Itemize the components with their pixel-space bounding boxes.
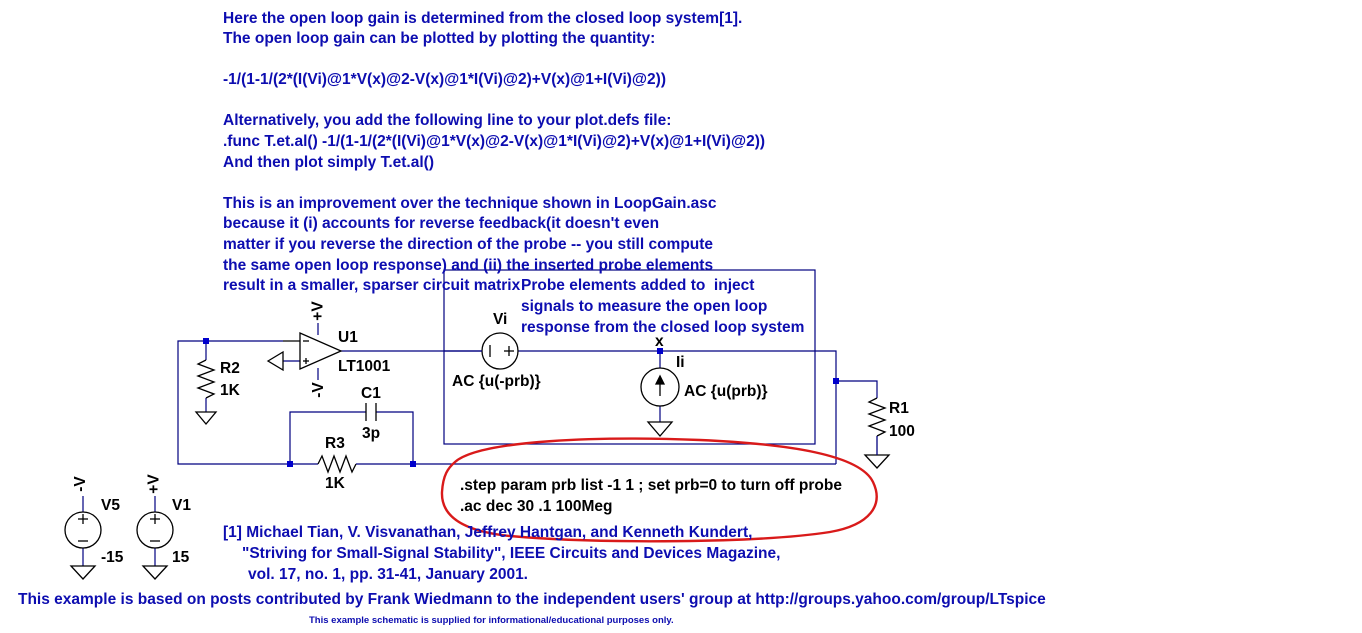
label-r2-name: R2 [220, 360, 240, 377]
label-r3-value: 1K [325, 475, 345, 492]
directive-ac: .ac dec 30 .1 100Meg [460, 498, 613, 515]
label-r1-name: R1 [889, 400, 909, 417]
label-ii-value: AC {u(prb)} [684, 383, 768, 400]
note-improvement-5: result in a smaller, sparser circuit matrix [223, 277, 521, 294]
label-c1-name: C1 [361, 385, 381, 402]
label-v1-value: 15 [172, 549, 190, 566]
resistor-r1-symbol [869, 398, 885, 436]
label-ii-name: Ii [676, 354, 685, 371]
label-v1-name: V1 [172, 497, 191, 514]
note-reference-1: [1] Michael Tian, V. Visvanathan, Jeffrey Hantgan, and Kenneth Kundert, [223, 524, 753, 541]
ground-r1-icon [865, 455, 889, 468]
note-intro-2: The open loop gain can be plotted by plotting the quantity: [223, 30, 656, 47]
voltage-source-vi-symbol [444, 333, 518, 369]
footer-attribution: This example is based on posts contributed by Frank Wiedmann to the independent users' group at http://groups.yahoo.com/group/LTspice [18, 591, 1046, 608]
label-u1-name: U1 [338, 329, 358, 346]
label-v5-value: -15 [101, 549, 124, 566]
label-opamp-vminus: -V [309, 382, 327, 398]
label-u1-model: LT1001 [338, 358, 391, 375]
ground-r2-icon [196, 412, 216, 424]
label-v1-net: +V [145, 474, 163, 494]
label-node-x: x [655, 333, 664, 350]
junction-dot [833, 378, 839, 384]
ground-plus-input-icon [268, 352, 283, 370]
footer-disclaimer: This example schematic is supplied for informational/educational purposes only. [309, 615, 674, 626]
directive-step: .step param prb list -1 1 ; set prb=0 to turn off probe [460, 477, 842, 494]
voltage-source-v5-symbol [65, 512, 101, 548]
label-r1-value: 100 [889, 423, 915, 440]
label-c1-value: 3p [362, 425, 381, 442]
note-reference-2: "Striving for Small-Signal Stability", IEEE Circuits and Devices Magazine, [242, 545, 781, 562]
note-improvement-3: matter if you reverse the direction of the probe -- you still compute [223, 236, 714, 253]
junction-dot [410, 461, 416, 467]
label-r2-value: 1K [220, 382, 240, 399]
note-probe-1: Probe elements added to inject [521, 277, 755, 294]
label-v5-net: -V [71, 476, 89, 492]
label-opamp-vplus: +V [309, 301, 327, 321]
note-alt-2: .func T.et.al() -1/(1-1/(2*(I(Vi)@1*V(x)@2-V(x)@1*I(Vi)@2)+V(x)@1+I(Vi)@2)) [223, 133, 766, 150]
junction-dot [287, 461, 293, 467]
note-alt-3: And then plot simply T.et.al() [223, 154, 434, 171]
wire-c1-right [376, 412, 413, 464]
note-probe-2: signals to measure the open loop [521, 298, 768, 315]
ground-v1-icon [143, 566, 167, 579]
note-improvement-1: This is an improvement over the technique shown in LoopGain.asc [223, 195, 717, 212]
current-source-ii-symbol [641, 368, 679, 406]
note-alt-1: Alternatively, you add the following line to your plot.defs file: [223, 112, 672, 129]
note-improvement-4: the same open loop response) and (ii) the inserted probe elements [223, 257, 714, 274]
label-r3-name: R3 [325, 435, 345, 452]
ground-ii-icon [648, 422, 672, 436]
note-reference-3: vol. 17, no. 1, pp. 31-41, January 2001. [248, 566, 528, 583]
note-formula: -1/(1-1/(2*(I(Vi)@1*V(x)@2-V(x)@1*I(Vi)@2)+V(x)@1+I(Vi)@2)) [223, 71, 666, 88]
label-vi-value: AC {u(-prb)} [452, 373, 541, 390]
label-v5-name: V5 [101, 497, 120, 514]
wire-to-r1 [815, 351, 877, 398]
resistor-r2-symbol [198, 360, 214, 398]
label-vi-name: Vi [493, 311, 508, 328]
note-intro-1: Here the open loop gain is determined from the closed loop system[1]. [223, 10, 743, 27]
note-probe-3: response from the closed loop system [521, 319, 805, 336]
ground-v5-icon [71, 566, 95, 579]
junction-dot [203, 338, 209, 344]
resistor-r3-symbol [318, 456, 356, 472]
voltage-source-v1-symbol [137, 512, 173, 548]
note-improvement-2: because it (i) accounts for reverse feedback(it doesn't even [223, 215, 660, 232]
